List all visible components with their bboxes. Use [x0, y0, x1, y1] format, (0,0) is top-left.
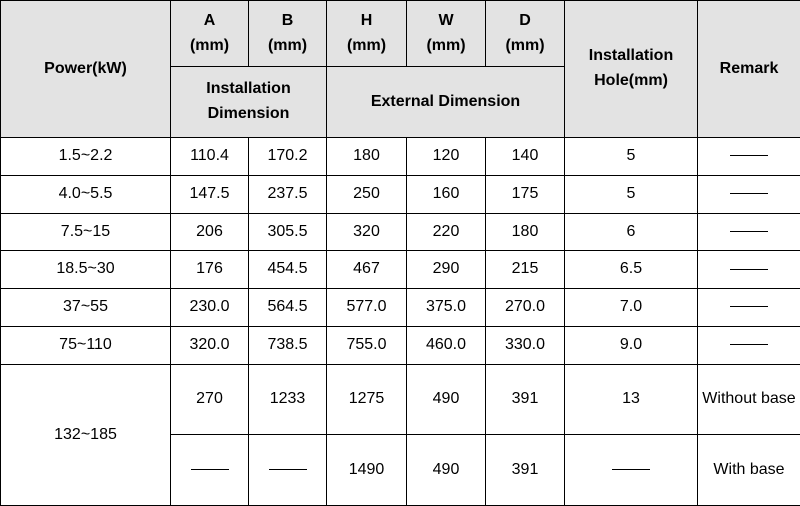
- cell-w: 120: [407, 137, 486, 175]
- em-dash-icon: [730, 231, 768, 232]
- cell-a: 176: [171, 251, 249, 289]
- cell-a: 320.0: [171, 327, 249, 365]
- header-b-unit: (mm): [267, 36, 308, 54]
- cell-power: 1.5~2.2: [1, 137, 171, 175]
- em-dash-icon: [730, 269, 768, 270]
- header-row-1: [1, 1, 800, 67]
- em-dash-icon: [730, 155, 768, 156]
- em-dash-icon: [191, 469, 229, 470]
- cell-hole: [565, 435, 698, 506]
- table-row: [1, 251, 800, 289]
- cell-h: 250: [327, 175, 407, 213]
- cell-d: 140: [486, 137, 565, 175]
- cell-a: 270: [171, 364, 249, 435]
- cell-h: 1275: [327, 364, 407, 435]
- table-row: [1, 137, 800, 175]
- cell-d: 391: [486, 435, 565, 506]
- cell-hole: 5: [565, 175, 698, 213]
- cell-remark: [698, 327, 800, 365]
- cell-a: 206: [171, 213, 249, 251]
- cell-w: 160: [407, 175, 486, 213]
- table-row: [1, 289, 800, 327]
- table-row: [1, 213, 800, 251]
- header-remark: Remark: [698, 1, 800, 138]
- cell-w: 490: [407, 435, 486, 506]
- em-dash-icon: [730, 306, 768, 307]
- cell-a: [171, 435, 249, 506]
- cell-remark: [698, 289, 800, 327]
- header-d-label: D: [519, 11, 531, 29]
- cell-h: 180: [327, 137, 407, 175]
- cell-power: 18.5~30: [1, 251, 171, 289]
- cell-power-merged: 132~185: [1, 364, 171, 505]
- cell-w: 460.0: [407, 327, 486, 365]
- cell-w: 290: [407, 251, 486, 289]
- cell-b: 305.5: [249, 213, 327, 251]
- table-row: [1, 327, 800, 365]
- cell-b: [249, 435, 327, 506]
- cell-a: 110.4: [171, 137, 249, 175]
- header-col-w: [407, 1, 486, 67]
- cell-hole: 6.5: [565, 251, 698, 289]
- cell-h: 755.0: [327, 327, 407, 365]
- cell-hole: 13: [565, 364, 698, 435]
- header-w-unit: (mm): [426, 36, 466, 54]
- cell-remark: Without base: [698, 364, 800, 435]
- header-col-b: [249, 1, 327, 67]
- cell-b: 170.2: [249, 137, 327, 175]
- em-dash-icon: [269, 469, 307, 470]
- cell-w: 220: [407, 213, 486, 251]
- em-dash-icon: [730, 193, 768, 194]
- table-row-without-base: [1, 364, 800, 435]
- header-h-label: H: [360, 11, 373, 29]
- cell-remark: [698, 175, 800, 213]
- cell-d: 215: [486, 251, 565, 289]
- header-power: Power(kW): [1, 1, 171, 138]
- cell-a: 147.5: [171, 175, 249, 213]
- header-col-d: [486, 1, 565, 67]
- cell-h: 1490: [327, 435, 407, 506]
- cell-w: 490: [407, 364, 486, 435]
- cell-power: 4.0~5.5: [1, 175, 171, 213]
- header-installation-dimension: Installation Dimension: [171, 67, 327, 138]
- cell-power: 75~110: [1, 327, 171, 365]
- cell-d: 391: [486, 364, 565, 435]
- cell-hole: 5: [565, 137, 698, 175]
- cell-power: 7.5~15: [1, 213, 171, 251]
- cell-remark: [698, 213, 800, 251]
- cell-hole: 9.0: [565, 327, 698, 365]
- cell-b: 564.5: [249, 289, 327, 327]
- header-b-label: B: [281, 11, 294, 29]
- cell-h: 467: [327, 251, 407, 289]
- header-a-label: A: [203, 11, 216, 29]
- cell-d: 180: [486, 213, 565, 251]
- cell-h: 320: [327, 213, 407, 251]
- header-d-unit: (mm): [505, 36, 545, 54]
- em-dash-icon: [612, 469, 650, 470]
- cell-a: 230.0: [171, 289, 249, 327]
- em-dash-icon: [730, 344, 768, 345]
- header-w-label: W: [438, 11, 454, 29]
- cell-hole: 7.0: [565, 289, 698, 327]
- table-row: [1, 175, 800, 213]
- header-col-a: [171, 1, 249, 67]
- cell-w: 375.0: [407, 289, 486, 327]
- cell-power: 37~55: [1, 289, 171, 327]
- header-col-h: [327, 1, 407, 67]
- cell-b: 237.5: [249, 175, 327, 213]
- cell-d: 175: [486, 175, 565, 213]
- cell-remark: [698, 251, 800, 289]
- cell-h: 577.0: [327, 289, 407, 327]
- cell-b: 454.5: [249, 251, 327, 289]
- cell-d: 330.0: [486, 327, 565, 365]
- header-external-dimension: External Dimension: [327, 67, 565, 138]
- header-h-unit: (mm): [346, 36, 387, 54]
- cell-remark: With base: [698, 435, 800, 506]
- cell-hole: 6: [565, 213, 698, 251]
- header-installation-hole: Installation Hole(mm): [565, 1, 698, 138]
- cell-remark: [698, 137, 800, 175]
- cell-b: 738.5: [249, 327, 327, 365]
- header-a-unit: (mm): [189, 36, 230, 54]
- cell-d: 270.0: [486, 289, 565, 327]
- cell-b: 1233: [249, 364, 327, 435]
